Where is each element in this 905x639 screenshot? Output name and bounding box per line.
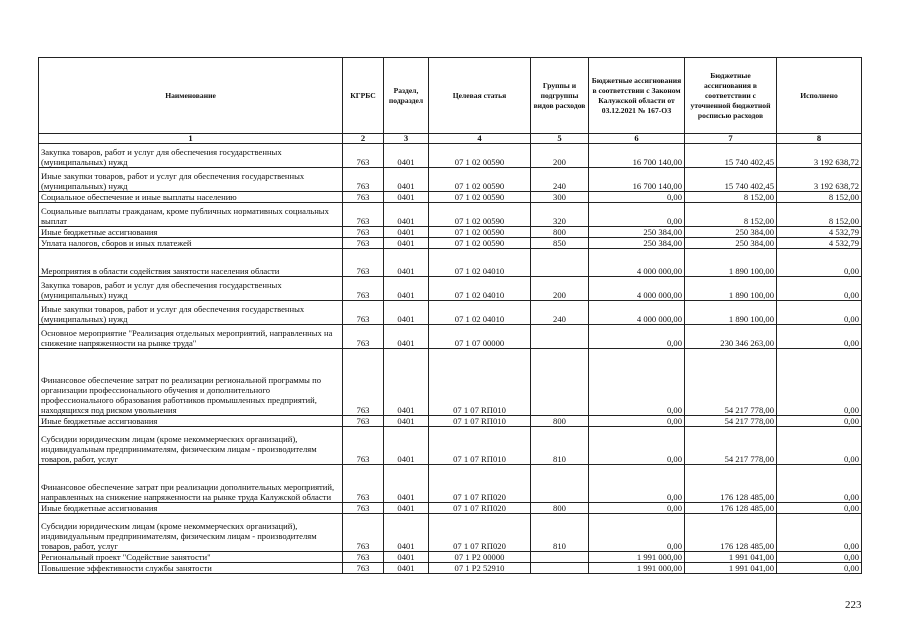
header-executed: Исполнено bbox=[777, 58, 862, 134]
row-group bbox=[531, 249, 589, 277]
row-refined-amount: 8 152,00 bbox=[685, 203, 777, 227]
row-target: 07 1 02 00590 bbox=[429, 203, 531, 227]
row-refined-amount: 1 890 100,00 bbox=[685, 277, 777, 301]
row-law-amount: 0,00 bbox=[589, 416, 685, 427]
row-section: 0401 bbox=[384, 465, 429, 503]
header-kgrbs: КГРБС bbox=[343, 58, 384, 134]
row-group: 300 bbox=[531, 192, 589, 203]
row-section: 0401 bbox=[384, 238, 429, 249]
row-refined-amount: 176 128 485,00 bbox=[685, 465, 777, 503]
row-kgrbs: 763 bbox=[343, 416, 384, 427]
row-law-amount: 4 000 000,00 bbox=[589, 277, 685, 301]
row-refined-amount: 176 128 485,00 bbox=[685, 503, 777, 514]
row-target: 07 1 02 00590 bbox=[429, 168, 531, 192]
column-number: 6 bbox=[589, 134, 685, 144]
header-group: Группы и подгруппы видов расходов bbox=[531, 58, 589, 134]
row-executed-amount: 3 192 638,72 bbox=[777, 144, 862, 168]
row-kgrbs: 763 bbox=[343, 514, 384, 552]
row-law-amount: 0,00 bbox=[589, 192, 685, 203]
row-refined-amount: 15 740 402,45 bbox=[685, 168, 777, 192]
row-name: Повышение эффективности службы занятости bbox=[39, 563, 343, 574]
row-kgrbs: 763 bbox=[343, 552, 384, 563]
row-name: Иные бюджетные ассигнования bbox=[39, 503, 343, 514]
row-executed-amount: 4 532,79 bbox=[777, 238, 862, 249]
row-target: 07 1 P2 00000 bbox=[429, 552, 531, 563]
row-law-amount: 16 700 140,00 bbox=[589, 144, 685, 168]
row-name: Субсидии юридическим лицам (кроме некоммерческих организаций), индивидуальным предпринимателям, физическим лицам - производителям товаров, работ, услуг bbox=[39, 427, 343, 465]
header-refined: Бюджетные ассигнования в соответствии с уточненной бюджетной росписью расходов bbox=[685, 58, 777, 134]
row-refined-amount: 1 991 041,00 bbox=[685, 563, 777, 574]
row-kgrbs: 763 bbox=[343, 349, 384, 416]
row-name: Уплата налогов, сборов и иных платежей bbox=[39, 238, 343, 249]
row-group: 320 bbox=[531, 203, 589, 227]
row-section: 0401 bbox=[384, 144, 429, 168]
row-group: 200 bbox=[531, 277, 589, 301]
row-section: 0401 bbox=[384, 427, 429, 465]
row-group: 810 bbox=[531, 427, 589, 465]
table-row bbox=[39, 552, 862, 563]
row-executed-amount: 0,00 bbox=[777, 301, 862, 325]
row-name: Социальные выплаты гражданам, кроме публичных нормативных социальных выплат bbox=[39, 203, 343, 227]
table-row bbox=[39, 349, 862, 416]
row-law-amount: 0,00 bbox=[589, 427, 685, 465]
row-name: Финансовое обеспечение затрат при реализации дополнительных мероприятий, направленных на снижение напряженности на рынке труда Калужской области bbox=[39, 465, 343, 503]
row-law-amount: 0,00 bbox=[589, 325, 685, 349]
row-group: 800 bbox=[531, 503, 589, 514]
row-group: 200 bbox=[531, 144, 589, 168]
row-section: 0401 bbox=[384, 227, 429, 238]
row-executed-amount: 0,00 bbox=[777, 325, 862, 349]
row-section: 0401 bbox=[384, 349, 429, 416]
row-refined-amount: 54 217 778,00 bbox=[685, 349, 777, 416]
row-refined-amount: 54 217 778,00 bbox=[685, 416, 777, 427]
row-kgrbs: 763 bbox=[343, 277, 384, 301]
row-name: Субсидии юридическим лицам (кроме некоммерческих организаций), индивидуальным предпринимателям, физическим лицам - производителям товаров, работ, услуг bbox=[39, 514, 343, 552]
row-target: 07 1 02 00590 bbox=[429, 144, 531, 168]
row-target: 07 1 07 RП020 bbox=[429, 503, 531, 514]
page-number: 223 bbox=[845, 599, 862, 611]
row-executed-amount: 3 192 638,72 bbox=[777, 168, 862, 192]
row-section: 0401 bbox=[384, 301, 429, 325]
row-target: 07 1 07 RП010 bbox=[429, 416, 531, 427]
row-refined-amount: 1 890 100,00 bbox=[685, 249, 777, 277]
row-group: 800 bbox=[531, 416, 589, 427]
row-kgrbs: 763 bbox=[343, 465, 384, 503]
row-refined-amount: 250 384,00 bbox=[685, 227, 777, 238]
row-group bbox=[531, 552, 589, 563]
row-target: 07 1 02 04010 bbox=[429, 277, 531, 301]
row-law-amount: 16 700 140,00 bbox=[589, 168, 685, 192]
row-target: 07 1 02 00590 bbox=[429, 238, 531, 249]
row-section: 0401 bbox=[384, 325, 429, 349]
header-section: Раздел, подраздел bbox=[384, 58, 429, 134]
table-row bbox=[39, 301, 862, 325]
header-row bbox=[39, 58, 862, 134]
row-section: 0401 bbox=[384, 168, 429, 192]
column-number: 1 bbox=[39, 134, 343, 144]
table-row bbox=[39, 249, 862, 277]
row-name: Иные бюджетные ассигнования bbox=[39, 416, 343, 427]
row-kgrbs: 763 bbox=[343, 168, 384, 192]
row-law-amount: 1 991 000,00 bbox=[589, 563, 685, 574]
row-target: 07 1 02 04010 bbox=[429, 249, 531, 277]
row-target: 07 1 07 RП010 bbox=[429, 427, 531, 465]
row-kgrbs: 763 bbox=[343, 563, 384, 574]
row-section: 0401 bbox=[384, 503, 429, 514]
row-refined-amount: 250 384,00 bbox=[685, 238, 777, 249]
row-law-amount: 0,00 bbox=[589, 203, 685, 227]
row-group: 240 bbox=[531, 301, 589, 325]
row-refined-amount: 1 890 100,00 bbox=[685, 301, 777, 325]
row-executed-amount: 8 152,00 bbox=[777, 203, 862, 227]
budget-table bbox=[38, 57, 862, 574]
table-row bbox=[39, 465, 862, 503]
row-name: Закупка товаров, работ и услуг для обеспечения государственных (муниципальных) нужд bbox=[39, 277, 343, 301]
row-name: Закупка товаров, работ и услуг для обеспечения государственных (муниципальных) нужд bbox=[39, 144, 343, 168]
row-kgrbs: 763 bbox=[343, 144, 384, 168]
row-executed-amount: 0,00 bbox=[777, 503, 862, 514]
row-group bbox=[531, 325, 589, 349]
row-name: Социальное обеспечение и иные выплаты населению bbox=[39, 192, 343, 203]
row-name: Иные бюджетные ассигнования bbox=[39, 227, 343, 238]
column-number: 4 bbox=[429, 134, 531, 144]
row-group bbox=[531, 563, 589, 574]
row-group bbox=[531, 465, 589, 503]
table-row bbox=[39, 168, 862, 192]
row-kgrbs: 763 bbox=[343, 503, 384, 514]
row-executed-amount: 0,00 bbox=[777, 277, 862, 301]
row-law-amount: 0,00 bbox=[589, 514, 685, 552]
row-law-amount: 250 384,00 bbox=[589, 227, 685, 238]
row-executed-amount: 0,00 bbox=[777, 563, 862, 574]
column-number: 7 bbox=[685, 134, 777, 144]
row-section: 0401 bbox=[384, 249, 429, 277]
row-law-amount: 0,00 bbox=[589, 503, 685, 514]
column-number: 8 bbox=[777, 134, 862, 144]
row-kgrbs: 763 bbox=[343, 238, 384, 249]
table-row bbox=[39, 277, 862, 301]
header-name: Наименование bbox=[39, 58, 343, 134]
table-row bbox=[39, 325, 862, 349]
row-section: 0401 bbox=[384, 203, 429, 227]
row-law-amount: 1 991 000,00 bbox=[589, 552, 685, 563]
row-kgrbs: 763 bbox=[343, 203, 384, 227]
table-row bbox=[39, 238, 862, 249]
row-section: 0401 bbox=[384, 416, 429, 427]
row-target: 07 1 P2 52910 bbox=[429, 563, 531, 574]
row-section: 0401 bbox=[384, 514, 429, 552]
row-kgrbs: 763 bbox=[343, 227, 384, 238]
row-executed-amount: 0,00 bbox=[777, 416, 862, 427]
row-section: 0401 bbox=[384, 192, 429, 203]
row-law-amount: 4 000 000,00 bbox=[589, 301, 685, 325]
row-group bbox=[531, 349, 589, 416]
table-row bbox=[39, 514, 862, 552]
row-refined-amount: 230 346 263,00 bbox=[685, 325, 777, 349]
table-row bbox=[39, 144, 862, 168]
table-row bbox=[39, 227, 862, 238]
row-refined-amount: 54 217 778,00 bbox=[685, 427, 777, 465]
row-target: 07 1 07 RП020 bbox=[429, 514, 531, 552]
row-target: 07 1 07 RП020 bbox=[429, 465, 531, 503]
row-law-amount: 4 000 000,00 bbox=[589, 249, 685, 277]
column-number: 3 bbox=[384, 134, 429, 144]
column-number: 5 bbox=[531, 134, 589, 144]
row-name: Мероприятия в области содействия занятости населения области bbox=[39, 249, 343, 277]
row-section: 0401 bbox=[384, 563, 429, 574]
row-section: 0401 bbox=[384, 277, 429, 301]
row-target: 07 1 02 00590 bbox=[429, 192, 531, 203]
row-target: 07 1 07 00000 bbox=[429, 325, 531, 349]
row-law-amount: 0,00 bbox=[589, 465, 685, 503]
row-law-amount: 250 384,00 bbox=[589, 238, 685, 249]
row-name: Иные закупки товаров, работ и услуг для обеспечения государственных (муниципальных) нужд bbox=[39, 168, 343, 192]
row-target: 07 1 02 00590 bbox=[429, 227, 531, 238]
header-law: Бюджетные ассигнования в соответствии с Законом Калужской области от 03.12.2021 № 167-ОЗ bbox=[589, 58, 685, 134]
row-kgrbs: 763 bbox=[343, 192, 384, 203]
row-executed-amount: 4 532,79 bbox=[777, 227, 862, 238]
header-target: Целевая статья bbox=[429, 58, 531, 134]
row-group: 800 bbox=[531, 227, 589, 238]
row-executed-amount: 0,00 bbox=[777, 465, 862, 503]
row-kgrbs: 763 bbox=[343, 427, 384, 465]
row-executed-amount: 0,00 bbox=[777, 249, 862, 277]
table-body bbox=[39, 144, 862, 574]
row-refined-amount: 176 128 485,00 bbox=[685, 514, 777, 552]
row-group: 850 bbox=[531, 238, 589, 249]
row-executed-amount: 8 152,00 bbox=[777, 192, 862, 203]
table-row bbox=[39, 563, 862, 574]
table-row bbox=[39, 503, 862, 514]
row-target: 07 1 07 RП010 bbox=[429, 349, 531, 416]
row-law-amount: 0,00 bbox=[589, 349, 685, 416]
table-row bbox=[39, 192, 862, 203]
table-row bbox=[39, 416, 862, 427]
row-name: Региональный проект "Содействие занятости" bbox=[39, 552, 343, 563]
table-row bbox=[39, 427, 862, 465]
row-executed-amount: 0,00 bbox=[777, 427, 862, 465]
row-executed-amount: 0,00 bbox=[777, 552, 862, 563]
row-group: 240 bbox=[531, 168, 589, 192]
row-kgrbs: 763 bbox=[343, 301, 384, 325]
row-refined-amount: 8 152,00 bbox=[685, 192, 777, 203]
row-refined-amount: 15 740 402,45 bbox=[685, 144, 777, 168]
column-number-row bbox=[39, 134, 862, 144]
row-target: 07 1 02 04010 bbox=[429, 301, 531, 325]
table-row bbox=[39, 203, 862, 227]
row-name: Основное мероприятие "Реализация отдельных мероприятий, направленных на снижение напряженности на рынке труда" bbox=[39, 325, 343, 349]
row-refined-amount: 1 991 041,00 bbox=[685, 552, 777, 563]
row-group: 810 bbox=[531, 514, 589, 552]
column-number: 2 bbox=[343, 134, 384, 144]
row-executed-amount: 0,00 bbox=[777, 514, 862, 552]
row-executed-amount: 0,00 bbox=[777, 349, 862, 416]
row-section: 0401 bbox=[384, 552, 429, 563]
row-kgrbs: 763 bbox=[343, 249, 384, 277]
row-name: Финансовое обеспечение затрат по реализации региональной программы по организации профессионального обучения и дополнительного профессионального образования работников промышленных предприятий, находящихся под риском увольнения bbox=[39, 349, 343, 416]
row-kgrbs: 763 bbox=[343, 325, 384, 349]
row-name: Иные закупки товаров, работ и услуг для обеспечения государственных (муниципальных) нужд bbox=[39, 301, 343, 325]
